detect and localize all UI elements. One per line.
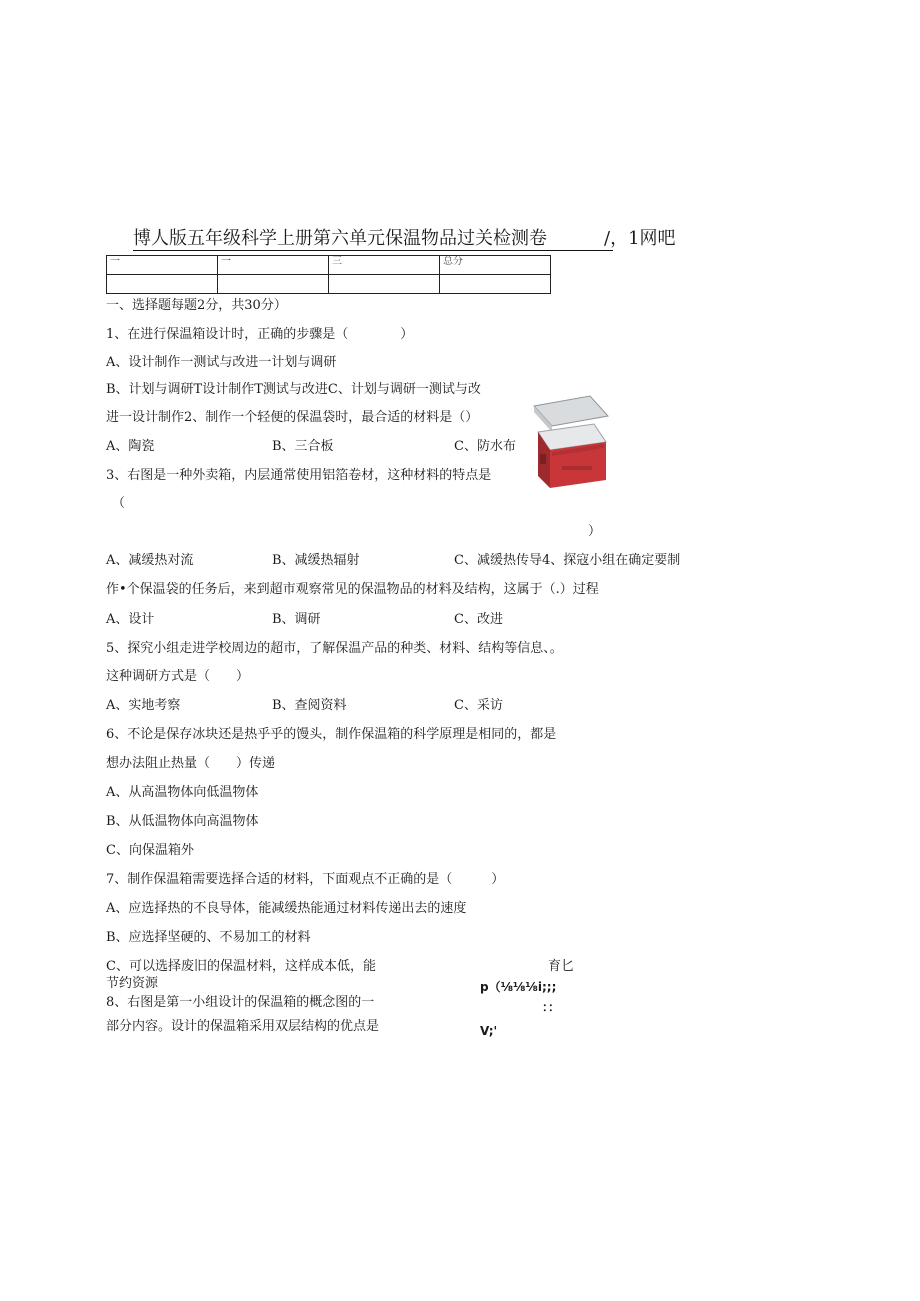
figure-fragment [480,976,556,995]
score-cell: 一 [218,256,329,275]
question-5: 5、探究小组走进学校周边的超市，了解保温产品的种类、材料、结构等信息、。 [106,641,563,656]
q1-option-bc: B、计划与调研T设计制作T测试与改进C、计划与调研一测试与改 [106,382,481,397]
figure-fragment: 育匕 [548,959,575,974]
question-7: 7、制作保温箱需要选择合适的材料，下面观点不正确的是（ ） [106,872,505,887]
q2-option-a: A、陶瓷 [106,439,155,454]
question-8: 8、右图是第一小组设计的保温箱的概念图的一 [106,995,375,1010]
q3-paren-open: （ [112,496,126,511]
score-table [106,255,551,294]
question-6: 6、不论是保存冰块还是热乎乎的馒头，制作保温箱的科学原理是相同的，都是 [106,727,557,742]
q7-option-a: A、应选择热的不良导体，能减缓热能通过材料传递出去的速度 [106,901,467,916]
question-5-continued: 这种调研方式是（ ） [106,669,250,684]
section-heading: 一、选择题每题2分，共30分） [106,298,287,313]
q6-option-a: A、从高温物体向低温物体 [106,785,259,800]
score-cell: 总分 [440,256,551,275]
figure-fragment-text: ：： [542,1000,561,1014]
score-input-cell[interactable] [218,275,329,294]
question-4-continued: 作•个保温袋的任务后，来到超市观察常见的保温物品的材料及结构，这属于（.）过程 [106,582,599,597]
q4-option-a: A、设计 [106,612,155,627]
q1-option-c-question-2: 进一设计制作2、制作一个轻便的保温袋时，最合适的材料是（） [106,410,479,425]
q6-option-b: B、从低温物体向高温物体 [106,814,259,829]
title-tail: /，1网吧 [604,228,676,249]
page-title [133,228,547,250]
delivery-box-icon [528,392,610,492]
question-1: 1、在进行保温箱设计时，正确的步骤是（ ） [106,327,414,342]
q7-option-c: C、可以选择废旧的保温材料，这样成本低，能 [106,959,376,974]
title-text: 博人版五年级科学上册第六单元保温物品过关检测卷 [133,228,547,249]
q2-option-c: C、防水布 [454,439,516,454]
q2-option-b: B、三合板 [272,439,334,454]
figure-fragment [542,996,560,1015]
q1-option-a: A、设计制作一测试与改进一计划与调研 [106,355,337,370]
figure-fragment-text: V;' [480,1024,498,1038]
delivery-box-image [528,392,610,492]
q3-option-b: B、减缓热辐射 [272,553,360,568]
q3-option-a: A、减缓热对流 [106,553,194,568]
title-underline [133,250,613,251]
score-input-cell[interactable] [329,275,440,294]
question-6-continued: 想办法阻止热量（ ）传递 [106,756,276,771]
q5-option-c: C、采访 [454,698,503,713]
q7-option-c-continued: 节约资源 [106,976,159,991]
score-table-entry-row [107,275,551,294]
q4-option-b: B、调研 [272,612,321,627]
q5-option-a: A、实地考察 [106,698,181,713]
figure-fragment [480,1020,497,1039]
score-input-cell[interactable] [107,275,218,294]
score-input-cell[interactable] [440,275,551,294]
q4-option-c: C、改进 [454,612,503,627]
q5-option-b: B、查阅资料 [272,698,347,713]
question-3: 3、右图是一种外卖箱，内层通常使用铝箔卷材，这种材料的特点是 [106,468,492,483]
score-cell: 一 [107,256,218,275]
q7-option-b: B、应选择坚硬的、不易加工的材料 [106,930,311,945]
q6-option-c: C、向保温箱外 [106,843,194,858]
q3-paren-close: ） [588,524,602,539]
score-table-header-row [107,256,551,275]
figure-fragment-text: p（⅛⅛⅛i;;; [480,980,557,994]
score-cell: 三 [329,256,440,275]
question-8-continued: 部分内容。设计的保温箱采用双层结构的优点是 [106,1019,380,1034]
q3-option-c-question-4: C、减缓热传导4、探寇小组在确定要制 [454,553,681,568]
